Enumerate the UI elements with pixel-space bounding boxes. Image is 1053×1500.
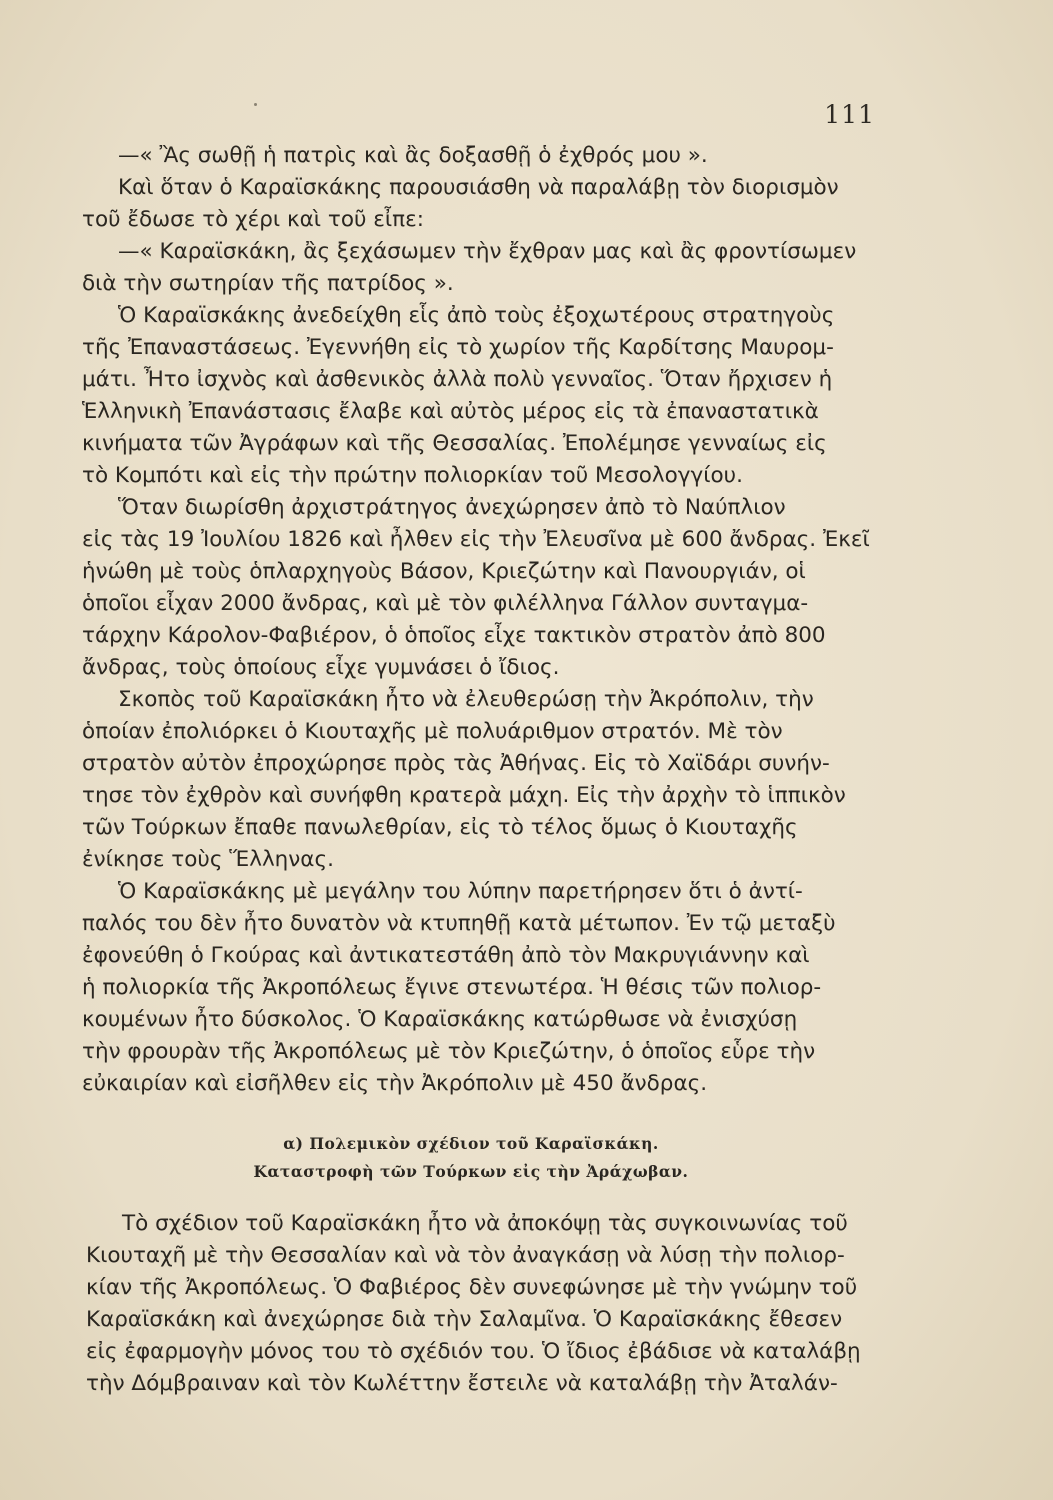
text-line: ἄνδρας, τοὺς ὁποίους εἶχε γυμνάσει ὁ ἴδιος. [82,655,560,680]
ink-speck [254,103,257,106]
section-body [86,1208,870,1400]
text-line: τῆς Ἐπαναστάσεως. Ἐγεννήθη εἰς τὸ χωρίον τῆς Καρδίτσης Μαυρομ- [82,335,834,360]
section-heading-line: Καταστροφὴ τῶν Τούρκων εἰς τὴν Ἀράχωβαν. [253,1162,689,1181]
text-line: Ἑλληνικὴ Ἐπανάστασις ἔλαβε καὶ αὐτὸς μέρος εἰς τὰ ἐπαναστατικὰ [82,399,819,424]
text-line: παλός του δὲν ἦτο δυνατὸν νὰ κτυπηθῇ κατὰ μέτωπον. Ἐν τῷ μεταξὺ [82,911,836,936]
page-number: 111 [824,100,875,129]
section-heading [72,1130,870,1186]
text-line: Καὶ ὅταν ὁ Καραϊσκάκης παρουσιάσθη νὰ παραλάβῃ τὸν διορισμὸν [118,175,839,200]
text-line: τησε τὸν ἐχθρὸν καὶ συνήφθη κρατερὰ μάχη. Εἰς τὴν ἀρχὴν τὸ ἱππικὸν [82,783,846,808]
text-line: εἰς τὰς 19 Ἰουλίου 1826 καὶ ἦλθεν εἰς τὴν Ἐλευσῖνα μὲ 600 ἄνδρας. Ἐκεῖ [82,527,870,552]
text-line: κουμένων ἦτο δύσκολος. Ὁ Καραϊσκάκης κατώρθωσε νὰ ἐνισχύσῃ [82,1007,798,1032]
text-line: κίαν τῆς Ἀκροπόλεως. Ὁ Φαβιέρος δὲν συνεφώνησε μὲ τὴν γνώμην τοῦ [86,1275,858,1300]
text-line: διὰ τὴν σωτηρίαν τῆς πατρίδος ». [82,271,454,296]
text-line: Ὁ Καραϊσκάκης ἀνεδείχθη εἷς ἀπὸ τοὺς ἐξοχωτέρους στρατηγοὺς [118,303,835,328]
text-line: —« Ἂς σωθῇ ἡ πατρὶς καὶ ἂς δοξασθῇ ὁ ἐχθρός μου ». [118,143,708,168]
text-line: ἡνώθη μὲ τοὺς ὁπλαρχηγοὺς Βάσον, Κριεζώτην καὶ Πανουργιάν, οἱ [82,559,806,584]
text-line: τὴν φρουρὰν τῆς Ἀκροπόλεως μὲ τὸν Κριεζώτην, ὁ ὁποῖος εὗρε τὴν [82,1039,816,1064]
text-line: τάρχην Κάρολον-Φαβιέρον, ὁ ὁποῖος εἶχε τακτικὸν στρατὸν ἀπὸ 800 [82,623,826,648]
text-line: κινήματα τῶν Ἀγράφων καὶ τῆς Θεσσαλίας. Ἐπολέμησε γενναίως εἰς [82,431,827,456]
text-line: τοῦ ἔδωσε τὸ χέρι καὶ τοῦ εἶπε: [82,207,424,232]
text-line: ἡ πολιορκία τῆς Ἀκροπόλεως ἔγινε στενωτέρα. Ἡ θέσις τῶν πολιορ- [82,975,822,1000]
section-heading-line: α) Πολεμικὸν σχέδιον τοῦ Καραϊσκάκη. [283,1134,659,1153]
text-line: ἐφονεύθη ὁ Γκούρας καὶ ἀντικατεστάθη ἀπὸ τὸν Μακρυγιάννην καὶ [82,943,810,968]
text-line: Κιουταχῆ μὲ τὴν Θεσσαλίαν καὶ νὰ τὸν ἀναγκάσῃ νὰ λύσῃ τὴν πολιορ- [86,1243,845,1268]
text-line: Ὅταν διωρίσθη ἀρχιστράτηγος ἀνεχώρησεν ἀπὸ τὸ Ναύπλιον [118,495,786,520]
text-line: Τὸ σχέδιον τοῦ Καραϊσκάκη ἦτο νὰ ἀποκόψῃ τὰς συγκοινωνίας τοῦ [122,1211,848,1236]
text-line: στρατὸν αὐτὸν ἐπροχώρησε πρὸς τὰς Ἀθήνας. Εἰς τὸ Χαϊδάρι συνήν- [82,751,830,776]
text-line: ἐνίκησε τοὺς Ἕλληνας. [82,847,334,872]
text-line: τὴν Δόμβραιναν καὶ τὸν Κωλέττην ἔστειλε νὰ καταλάβῃ τὴν Ἀταλάν- [86,1371,838,1396]
text-line: τῶν Τούρκων ἔπαθε πανωλεθρίαν, εἰς τὸ τέλος ὅμως ὁ Κιουταχῆς [82,815,798,840]
text-line: Σκοπὸς τοῦ Καραϊσκάκη ἦτο νὰ ἐλευθερώσῃ τὴν Ἀκρόπολιν, τὴν [118,687,814,712]
text-line: Καραϊσκάκη καὶ ἀνεχώρησε διὰ τὴν Σαλαμῖνα. Ὁ Καραϊσκάκης ἔθεσεν [86,1307,843,1332]
text-line: Ὁ Καραϊσκάκης μὲ μεγάλην του λύπην παρετήρησεν ὅτι ὁ ἀντί- [118,879,803,904]
text-line: εὐκαιρίαν καὶ εἰσῆλθεν εἰς τὴν Ἀκρόπολιν μὲ 450 ἄνδρας. [82,1071,708,1096]
text-line: εἰς ἐφαρμογὴν μόνος του τὸ σχέδιόν του. Ὁ ἴδιος ἐβάδισε νὰ καταλάβῃ [86,1339,861,1364]
text-line: ὁποίαν ἐπολιόρκει ὁ Κιουταχῆς μὲ πολυάριθμον στρατόν. Μὲ τὸν [82,719,783,744]
text-line: τὸ Κομπότι καὶ εἰς τὴν πρώτην πολιορκίαν τοῦ Μεσολογγίου. [82,463,743,488]
text-line: μάτι. Ἦτο ἰσχνὸς καὶ ἀσθενικὸς ἀλλὰ πολὺ γενναῖος. Ὅταν ἤρχισεν ἡ [82,367,833,392]
text-line: ὁποῖοι εἶχαν 2000 ἄνδρας, καὶ μὲ τὸν φιλέλληνα Γάλλον συνταγμα- [82,591,809,616]
body-text [82,140,870,1400]
text-line: —« Καραϊσκάκη, ἂς ξεχάσωμεν τὴν ἔχθραν μας καὶ ἂς φροντίσωμεν [118,239,857,264]
